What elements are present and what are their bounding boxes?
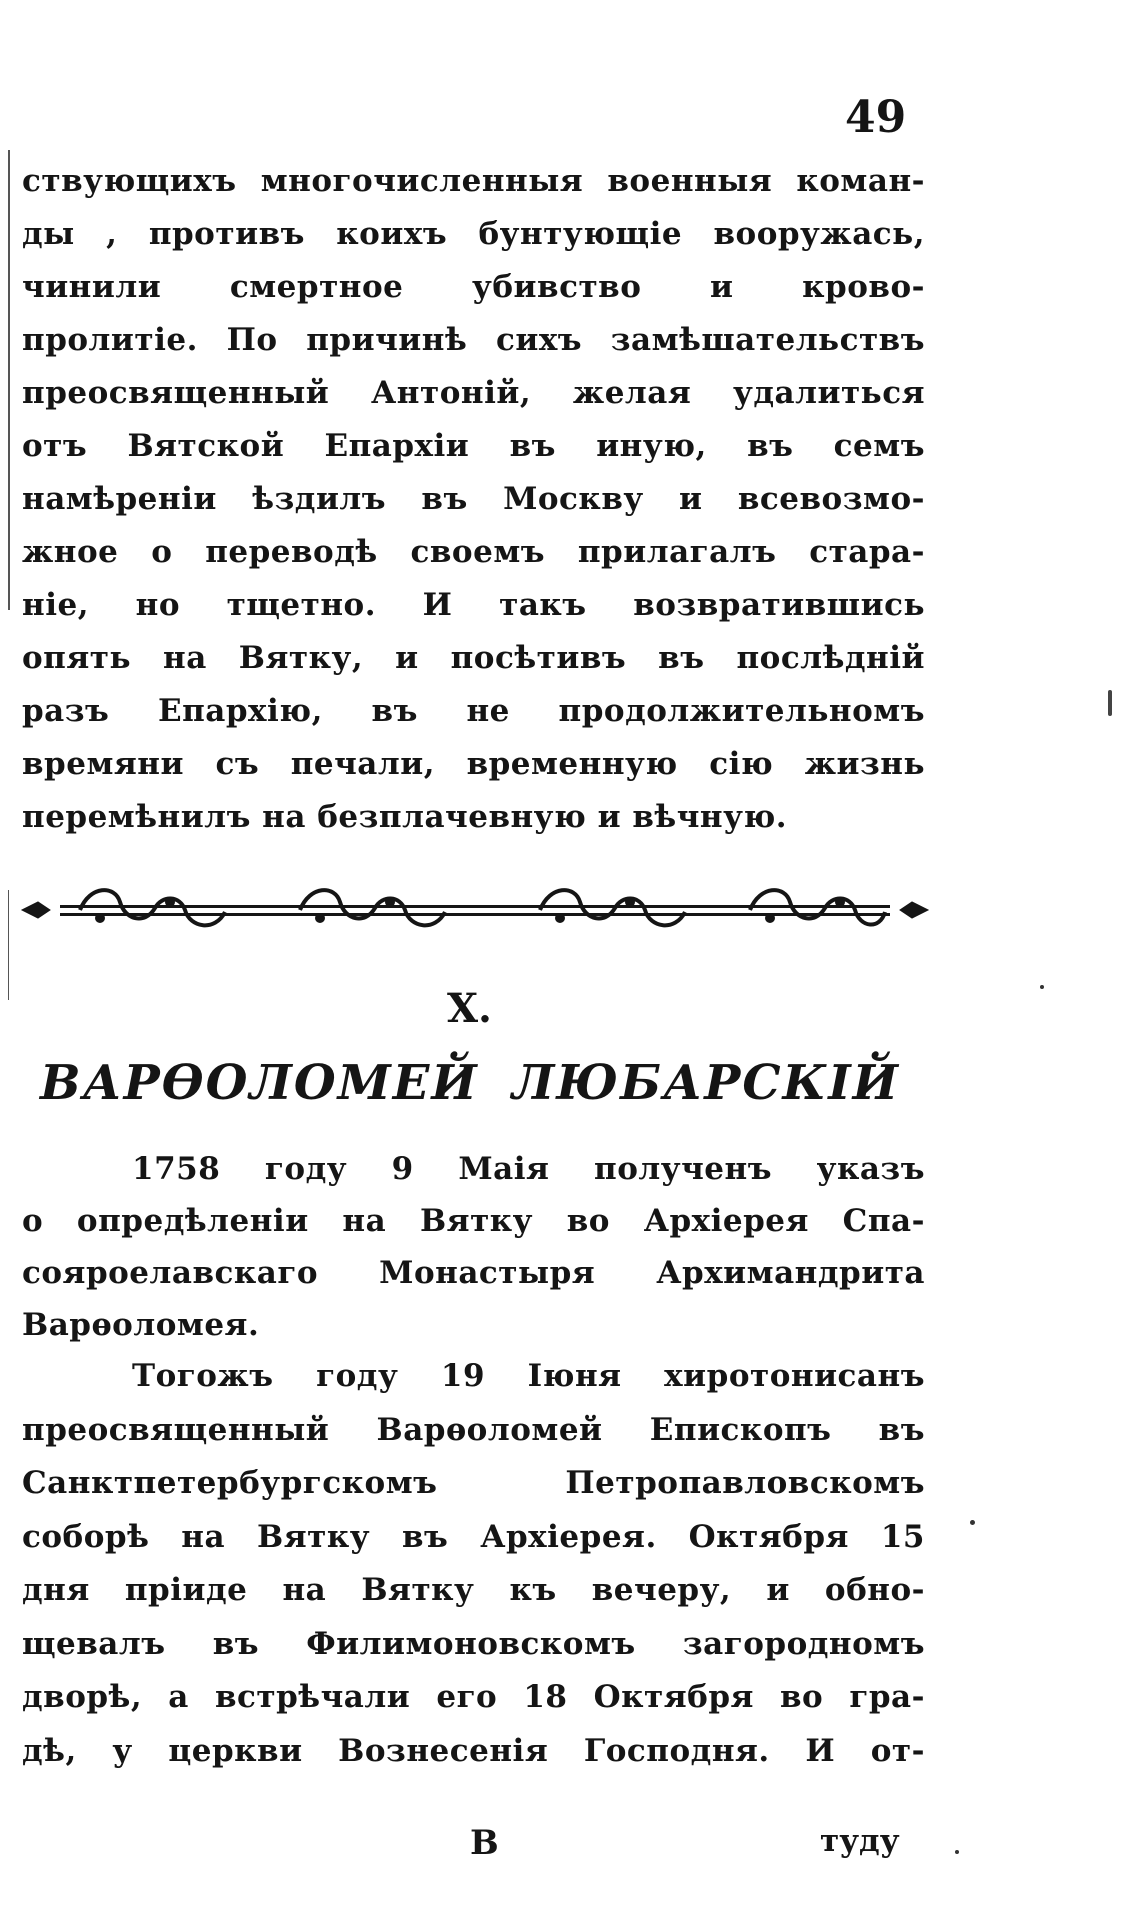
page-number: 49	[845, 92, 907, 143]
paragraph-consecration	[22, 1350, 925, 1778]
text-line-wrapped: ды , противъ коихъ бунтующіе вооружась, чинили смертное убивство и крово-	[22, 216, 925, 305]
scan-speck	[970, 1520, 975, 1525]
text-line: времяни съ печали, временную сію жизнь	[22, 746, 925, 782]
text-line: ствующихъ многочисленныя военныя коман-	[22, 163, 925, 199]
text-line: опять на Вятку, и посѣтивъ въ послѣдній	[22, 640, 925, 676]
paragraph-continuation	[22, 155, 925, 844]
section-title: ВАРѲОЛОМЕЙ ЛЮБАРСКІЙ	[40, 1055, 900, 1111]
text-line: о опредѣленіи на Вятку во Архіерея Спа-	[22, 1203, 925, 1239]
text-line: Тогожъ году 19 Іюня хиротонисанъ	[132, 1358, 925, 1394]
text-line: намѣреніи ѣздилъ въ Москву и всевозмо-	[22, 481, 925, 517]
scan-speck	[1108, 690, 1112, 716]
text-line: сояроелавскаго Монастыря Архимандрита	[22, 1255, 925, 1291]
text-line: дѣ, у церкви Вознесенія Господня. И от-	[22, 1732, 925, 1769]
text-line: преосвященный Варѳоломей Епископъ въ	[22, 1411, 925, 1448]
text-line: дворѣ, а встрѣчали его 18 Октября во гра-	[22, 1679, 925, 1715]
text-line: преосвященный Антоній, желая удалиться	[22, 375, 925, 411]
text-line: жное о переводѣ своемъ прилагалъ стара-	[22, 534, 925, 570]
section-number-text: X.	[447, 985, 492, 1032]
text-line: ніе, но тщетно. И такъ возвратившись	[22, 587, 925, 623]
text-line	[22, 208, 925, 314]
text-line: Варѳоломея.	[22, 1307, 260, 1343]
text-line: перемѣнилъ на безплачевную и вѣчную.	[22, 799, 788, 835]
text-line: соборѣ на Вятку въ Архіерея. Октября 15	[22, 1518, 925, 1555]
scan-speck	[955, 1850, 959, 1854]
catchword: туду	[820, 1823, 900, 1859]
text-line: пролитіе. По причинѣ сихъ замѣшательствъ	[22, 322, 925, 358]
text-line: щевалъ въ Филимоновскомъ загородномъ	[22, 1625, 925, 1662]
text-line: разъ Епархію, въ не продолжительномъ	[22, 693, 925, 729]
text-line: 1758 году 9 Маія полученъ указъ	[132, 1151, 925, 1187]
margin-rule	[8, 150, 10, 610]
signature-mark: В	[470, 1823, 499, 1863]
margin-rule-lower	[8, 890, 9, 1000]
text-line: Санктпетербургскомъ Петропавловскомъ	[22, 1465, 925, 1501]
paragraph-appointment	[22, 1143, 925, 1351]
scan-speck	[1040, 985, 1044, 989]
text-line: дня пріиде на Вятку къ вечеру, и обно-	[22, 1572, 925, 1608]
ornament-divider-icon	[20, 880, 930, 940]
text-line: отъ Вятской Епархіи въ иную, въ семъ	[22, 428, 925, 464]
